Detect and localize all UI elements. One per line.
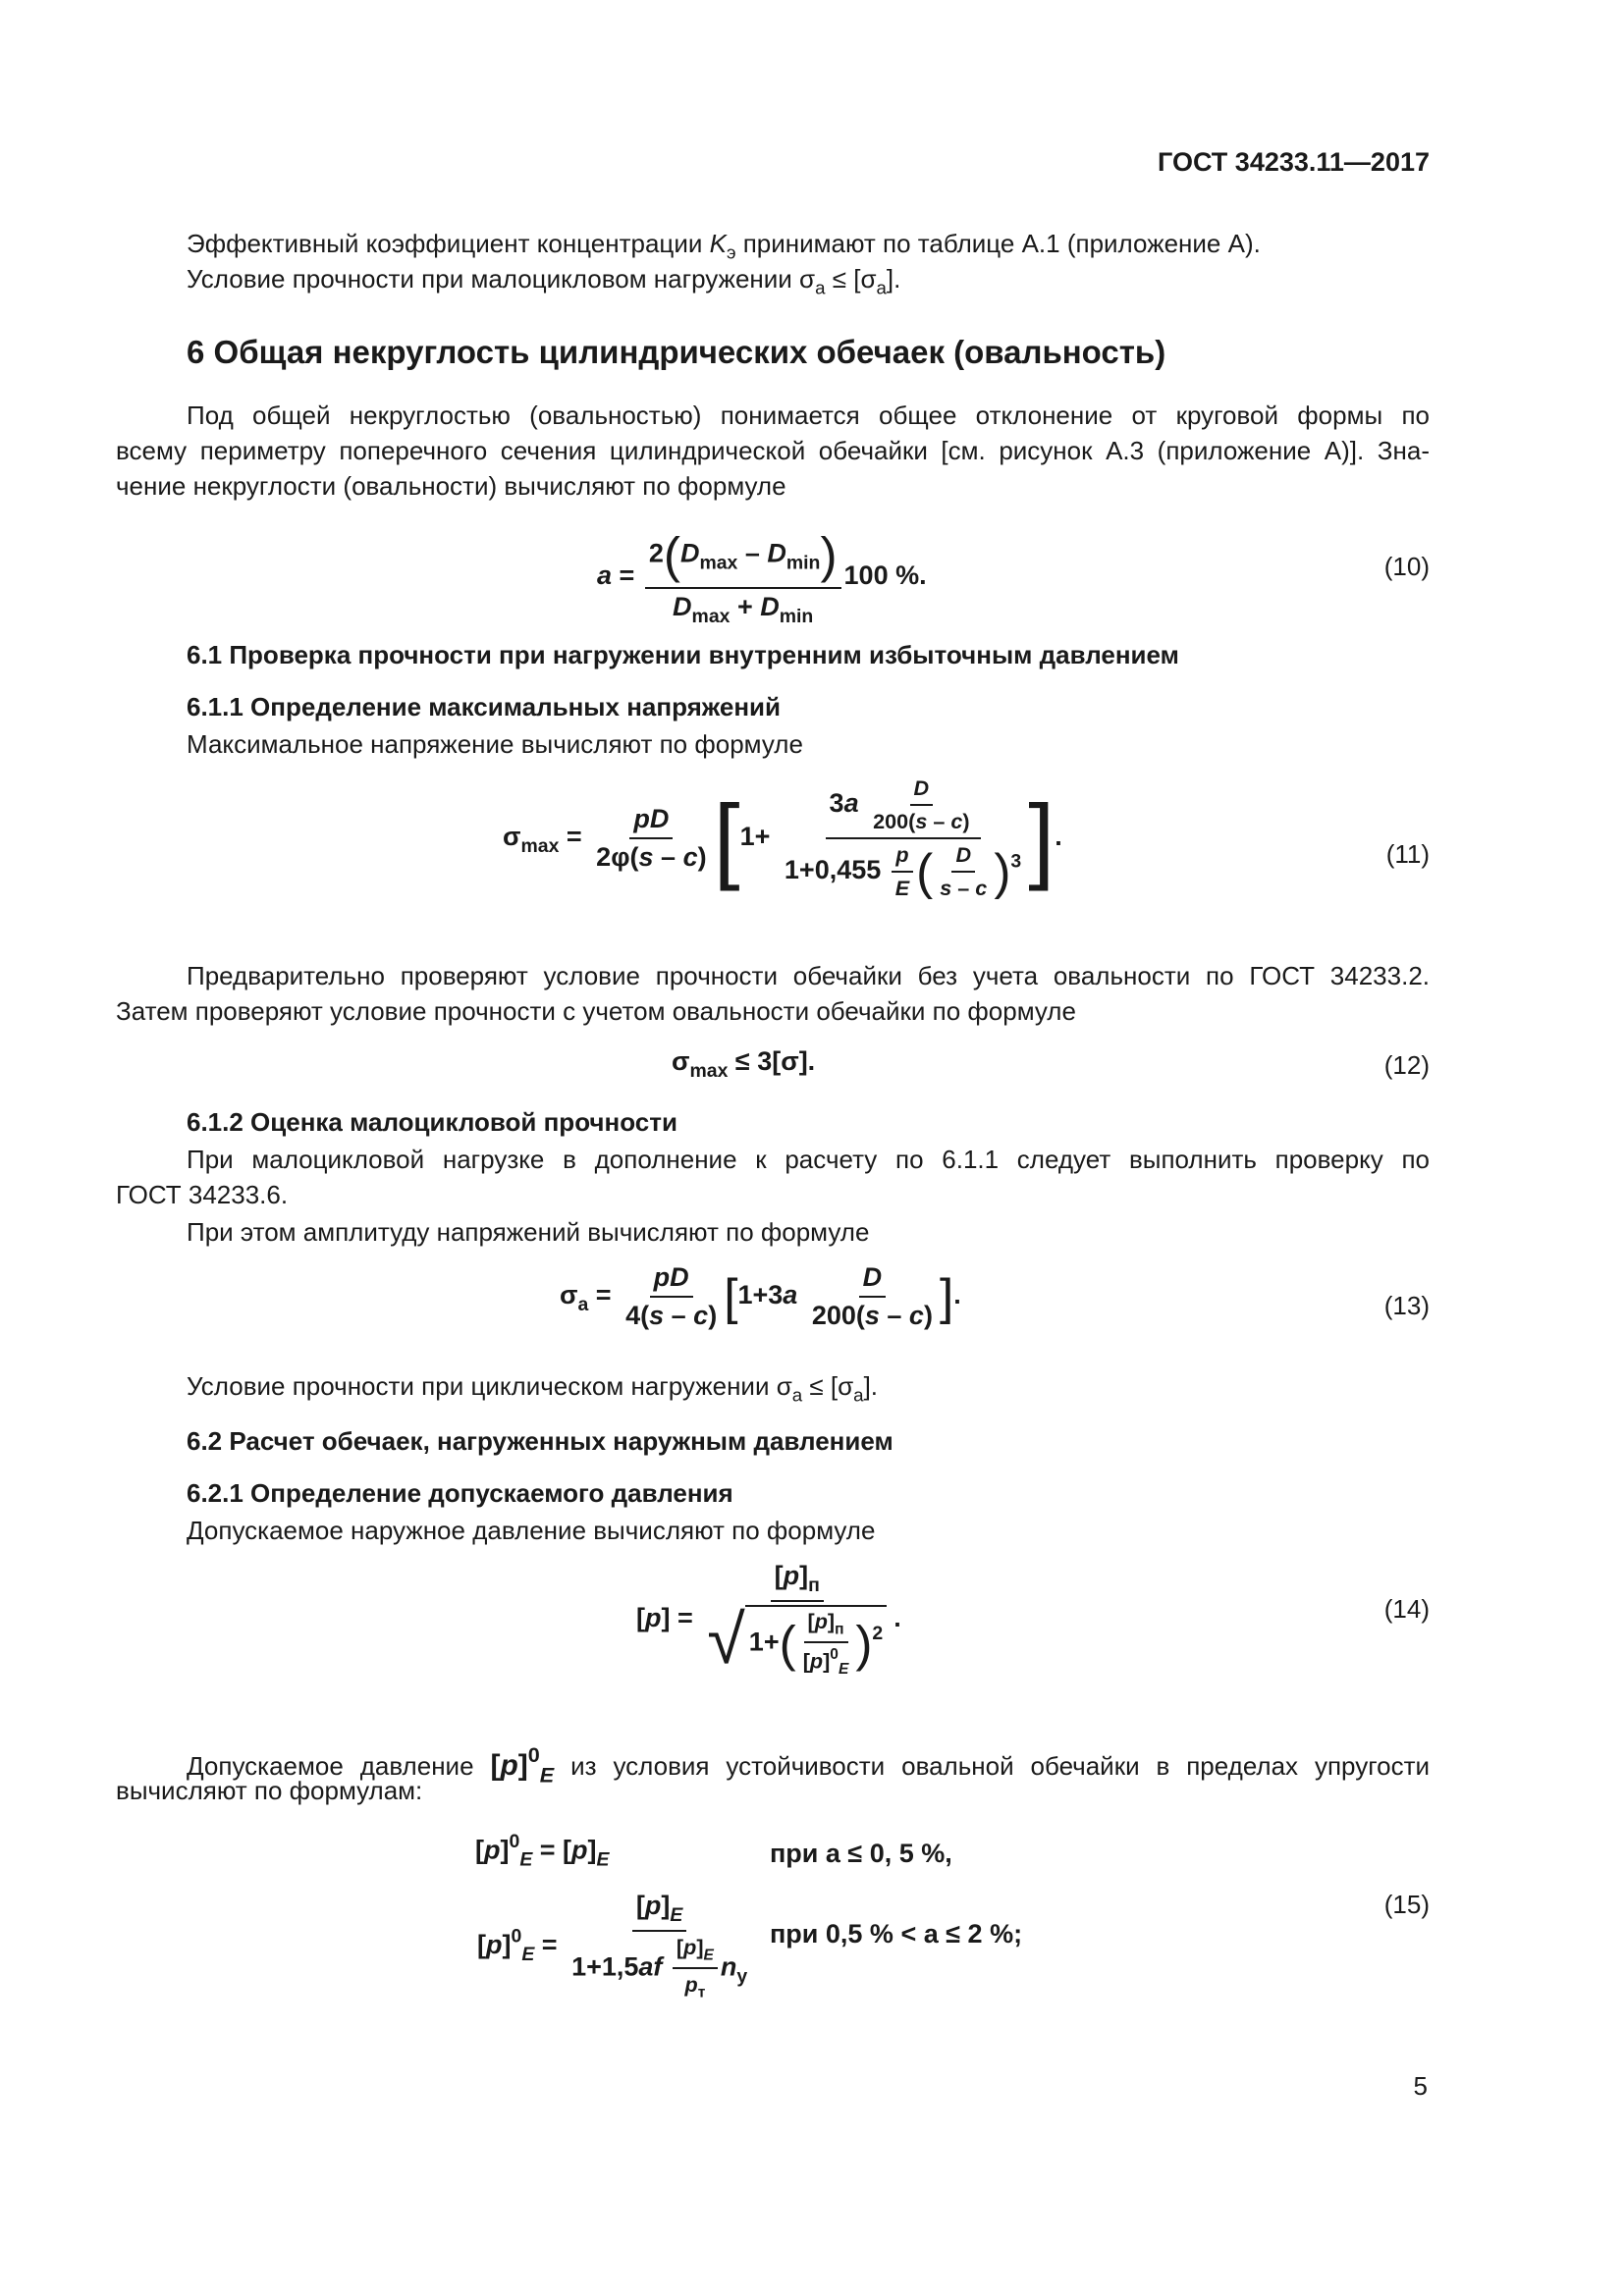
section-6-1-2-line-1: При малоцикловой нагрузке в дополнение к расчету по 6.1.1 следует выполнить проверку по — [187, 1145, 1430, 1174]
section-6-1-para-line-1: Предварительно проверяют условие прочности обечайки без учета овальности по ГОСТ 34233.2. — [187, 961, 1430, 990]
equation-11: $\sigma_{max}$ = $\frac{pD}{2\varphi(s - c)}$ [1+ 3a $\frac{D}{200(s - c)}$ 1+0,455 $\frac{p}{E}$ ( $\frac{D}{s - c}$ )$^3$ ]. — [503, 775, 1062, 900]
equation-15-line-1: $[p]^0_E = [p]_E$ — [475, 1831, 610, 1871]
section-6-1-title: 6.1 Проверка прочности при нагружении внутренним избыточным давлением — [187, 640, 1179, 669]
document-header-id: ГОСТ 34233.11—2017 — [1158, 147, 1430, 177]
section-6-1-1-text: Максимальное напряжение вычисляют по формуле — [187, 729, 803, 759]
section-6-para-line-1: Под общей некруглостью (овальностью) понимается общее отклонение от круговой формы по — [187, 400, 1430, 430]
page-number: 5 — [1413, 2071, 1428, 2101]
equation-15-condition-2: при 0,5 % < a ≤ 2 %; — [770, 1919, 1023, 1949]
section-6-2-1-title: 6.2.1 Определение допускаемого давления — [187, 1478, 733, 1508]
intro-line-1: Эффективный коэффициент концентрации $K_э$ принимают по таблице А.1 (приложение А). — [187, 229, 1261, 263]
section-6-1-2-line-3: При этом амплитуду напряжений вычисляют по формуле — [187, 1217, 870, 1247]
section-6-2-title: 6.2 Расчет обечаек, нагруженных наружным давлением — [187, 1426, 893, 1456]
section-6-1-2-line-2: ГОСТ 34233.6. — [116, 1180, 289, 1209]
equation-15-number: (15) — [1383, 1890, 1430, 1919]
equation-13-number: (13) — [1383, 1291, 1430, 1320]
cyclic-condition: Условие прочности при циклическом нагружении $\sigma_a \le [\sigma_a]$. — [187, 1371, 879, 1406]
equation-14-number: (14) — [1383, 1594, 1430, 1624]
section-6-para-line-2: всему периметру поперечного сечения цилиндрической обечайки [см. рисунок А.3 (приложение А)]. Зна- — [116, 436, 1430, 465]
section-6-1-1-title: 6.1.1 Определение максимальных напряжений — [187, 692, 781, 721]
equation-11-number: (11) — [1385, 839, 1430, 869]
section-6-2-1-text: Допускаемое наружное давление вычисляют по формуле — [187, 1516, 876, 1545]
intro-line-2: Условие прочности при малоцикловом нагружении $\sigma_a \le [\sigma_a]$. — [187, 264, 901, 298]
equation-13: $\sigma_a$ = $\frac{pD}{4(s - c)}$ [1+3a $\frac{D}{200(s - c)}$ ]. — [560, 1262, 961, 1330]
equation-10-number: (10) — [1383, 552, 1430, 581]
section-6-2-para-line-2: вычисляют по формулам: — [116, 1776, 423, 1805]
equation-12-number: (12) — [1383, 1050, 1430, 1080]
equation-14: [p] = $[p]_п$ √ 1+( $\frac{[p]_п}{[p]^0_E}$ )$^2$ . — [636, 1561, 901, 1678]
section-6-2-para-line-1: Допускаемое давление $[p]^0_E$ из условия устойчивости овальной обечайки в пределах упругости — [187, 1742, 1431, 1788]
equation-10: a = $\frac{2(D_{max} - D_{min})}{D_{max} + D_{min}}$ 100 %. — [597, 527, 927, 627]
section-6-1-2-title: 6.1.2 Оценка малоцикловой прочности — [187, 1107, 677, 1137]
section-6-para-line-3: чение некруглости (овальности) вычисляют по формуле — [116, 471, 786, 501]
equation-15-line-2: $[p]^0_E$ = $[p]_E$ 1+1,5af $\frac{[p]_E}{p_т}$ $n_у$ — [477, 1891, 748, 2002]
equation-12: $\sigma_{max} \le 3[\sigma]$. — [672, 1046, 816, 1082]
section-6-1-para-line-2: Затем проверяют условие прочности с учетом овальности обечайки по формуле — [116, 996, 1076, 1026]
section-6-title: 6 Общая некруглость цилиндрических обечаек (овальность) — [187, 334, 1166, 370]
equation-15-condition-1: при a ≤ 0, 5 %, — [770, 1839, 952, 1868]
